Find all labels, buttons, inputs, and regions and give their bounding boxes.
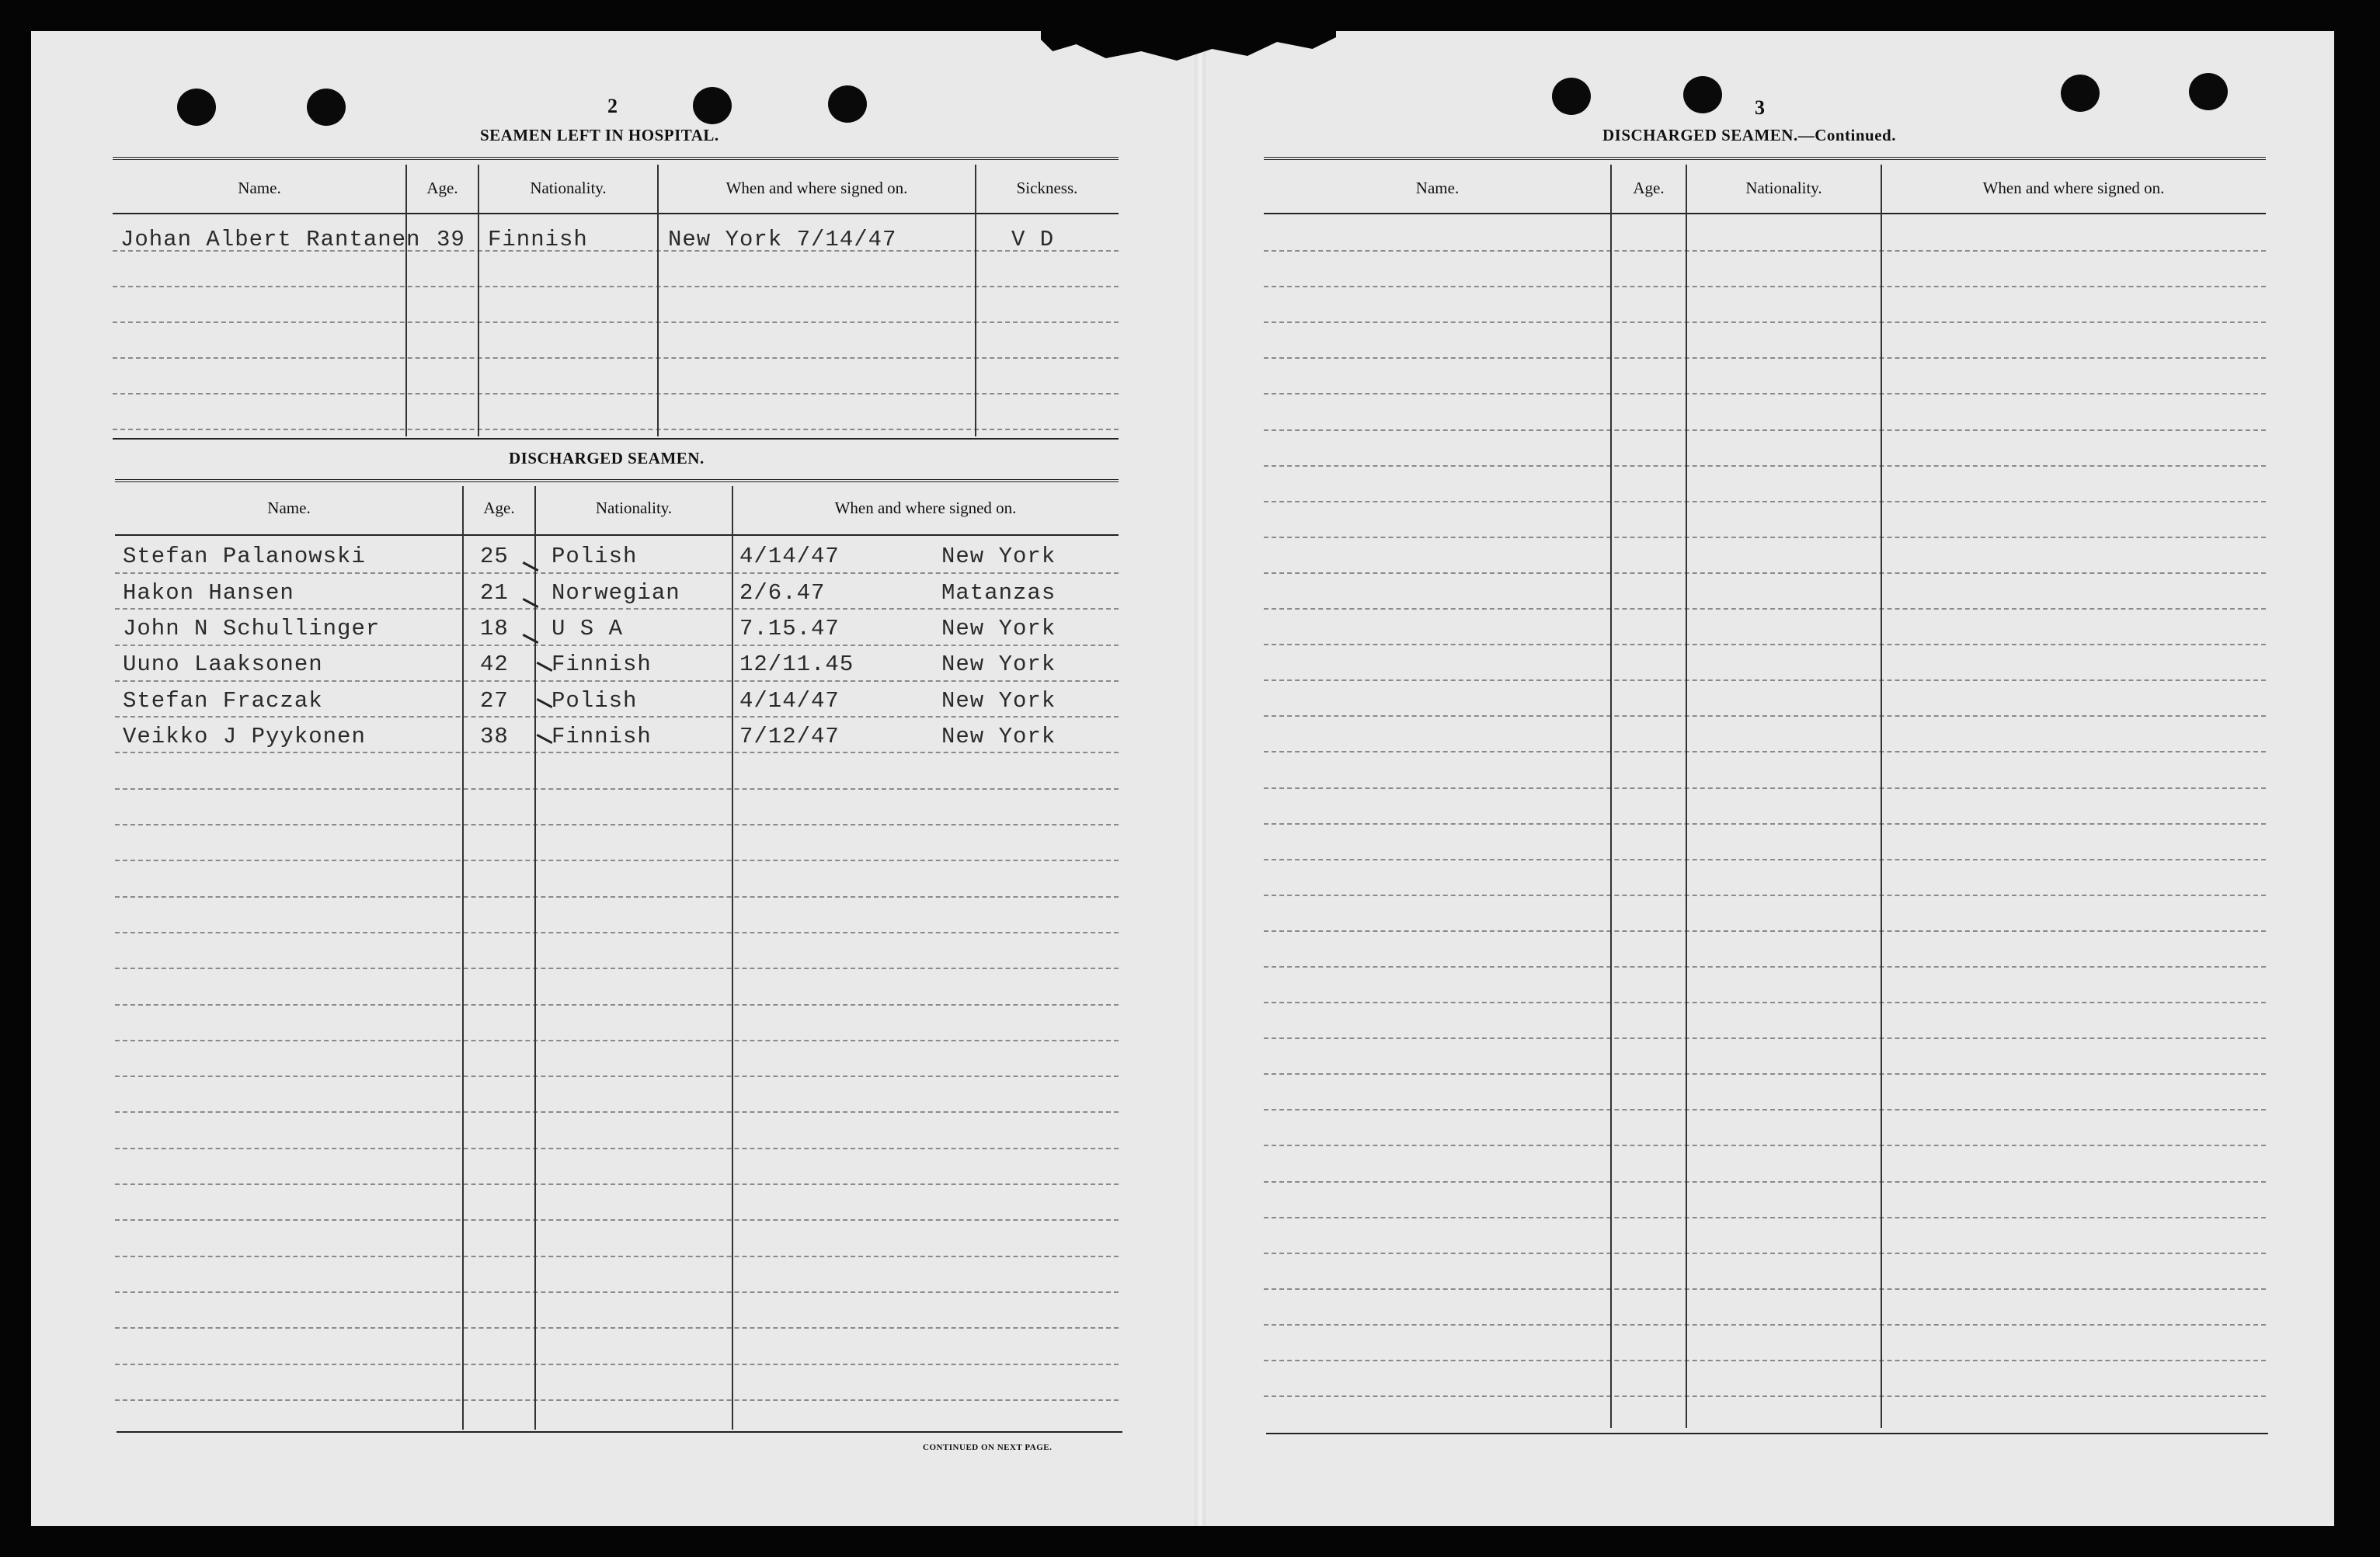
- ruled-line: [1264, 859, 2266, 860]
- ruled-line: [115, 1183, 1119, 1185]
- hospital-row-age: 39: [437, 227, 465, 252]
- hospital-header-signed-on: When and where signed on.: [725, 179, 908, 197]
- right-bottom-rule: [1266, 1433, 2268, 1434]
- hospital-header-rule: [113, 213, 1119, 214]
- ruled-line: [115, 1076, 1119, 1077]
- ruled-line: [115, 1327, 1119, 1329]
- ruled-line: [113, 321, 1119, 323]
- ruled-line: [1264, 429, 2266, 431]
- hospital-header-nationality: Nationality.: [530, 179, 607, 197]
- discharged-row-date: 2/6.47: [739, 580, 826, 606]
- column-divider: [1686, 165, 1687, 1428]
- ruled-line: [113, 429, 1119, 430]
- ruled-line: [1264, 1395, 2266, 1397]
- discharged-row-date: 12/11.45: [739, 652, 854, 677]
- discharged-row-place: New York: [941, 616, 1056, 641]
- discharged-row-date: 4/14/47: [739, 544, 840, 569]
- ruled-line: [1264, 250, 2266, 252]
- ruled-line: [1264, 751, 2266, 752]
- discharged-row-name: Hakon Hansen: [123, 580, 294, 606]
- ruled-line: [115, 788, 1119, 790]
- right-header-signed-on: When and where signed on.: [1982, 179, 2165, 197]
- ruled-line: [113, 286, 1119, 287]
- punch-hole: [307, 89, 346, 126]
- column-divider: [478, 165, 479, 436]
- column-divider: [975, 165, 976, 436]
- column-divider: [462, 486, 464, 1430]
- hospital-row-sickness: V D: [1011, 227, 1055, 252]
- hospital-header-age: Age.: [426, 179, 458, 197]
- discharged-row-age: 21: [480, 580, 509, 606]
- section-title-discharged: DISCHARGED SEAMEN.: [509, 449, 705, 467]
- ruled-line: [1264, 1002, 2266, 1003]
- ruled-line: [115, 1111, 1119, 1113]
- ruled-line: [115, 1291, 1119, 1293]
- discharged-bottom-rule: [117, 1431, 1122, 1433]
- ruled-line: [1264, 1037, 2266, 1039]
- ruled-line: [115, 752, 1119, 753]
- punch-hole: [1552, 78, 1591, 115]
- ruled-line: [1264, 930, 2266, 932]
- ruled-line: [1264, 1253, 2266, 1254]
- ruled-line: [1264, 895, 2266, 896]
- ruled-line: [1264, 286, 2266, 287]
- ruled-line: [115, 608, 1119, 610]
- discharged-row-nationality: Polish: [552, 688, 638, 714]
- column-divider: [534, 486, 536, 1430]
- discharged-row-name: Stefan Palanowski: [123, 544, 366, 569]
- ruled-line: [1264, 1217, 2266, 1218]
- discharged-row-name: Uuno Laaksonen: [123, 652, 323, 677]
- hospital-row-nationality: Finnish: [488, 227, 588, 252]
- ruled-line: [1264, 787, 2266, 789]
- column-divider: [657, 165, 659, 436]
- ruled-line: [1264, 1324, 2266, 1326]
- ruled-line: [1264, 321, 2266, 323]
- page-gutter: [1195, 31, 1206, 1526]
- ruled-line: [1264, 1288, 2266, 1290]
- discharged-header-signed-on: When and where signed on.: [834, 499, 1017, 517]
- discharged-header-nationality: Nationality.: [595, 499, 673, 517]
- hospital-bottom-rule: [113, 438, 1119, 440]
- discharged-row-nationality: Finnish: [552, 724, 652, 749]
- ruled-line: [1264, 1109, 2266, 1110]
- discharged-row-place: New York: [941, 724, 1056, 749]
- discharged-row-place: Matanzas: [941, 580, 1056, 606]
- ruled-line: [1264, 1073, 2266, 1075]
- ruled-line: [115, 716, 1119, 718]
- ruled-line: [115, 1219, 1119, 1221]
- discharged-top-rule: [115, 479, 1119, 484]
- right-header-age: Age.: [1633, 179, 1665, 197]
- section-title-hospital: SEAMEN LEFT IN HOSPITAL.: [480, 126, 719, 144]
- ruled-line: [1264, 572, 2266, 574]
- section-title-discharged-continued: DISCHARGED SEAMEN.—Continued.: [1602, 126, 1896, 144]
- ruled-line: [1264, 537, 2266, 538]
- discharged-row-name: John N Schullinger: [123, 616, 381, 641]
- discharged-header-name: Name.: [267, 499, 311, 517]
- page-number: 3: [1755, 96, 1765, 119]
- ruled-line: [115, 896, 1119, 898]
- ruled-line: [1264, 1181, 2266, 1183]
- column-divider: [1881, 165, 1882, 1428]
- ruled-line: [113, 393, 1119, 394]
- ruled-line: [1264, 966, 2266, 968]
- ruled-line: [115, 1040, 1119, 1041]
- discharged-row-nationality: Polish: [552, 544, 638, 569]
- discharged-row-age: 38: [480, 724, 509, 749]
- ruled-line: [1264, 715, 2266, 717]
- discharged-row-nationality: U S A: [552, 616, 624, 641]
- right-header-nationality: Nationality.: [1745, 179, 1822, 197]
- ruled-line: [1264, 357, 2266, 359]
- right-header-name: Name.: [1415, 179, 1460, 197]
- ruled-line: [115, 1256, 1119, 1257]
- punch-hole: [2189, 73, 2228, 110]
- hospital-top-rule: [113, 157, 1119, 162]
- discharged-row-age: 42: [480, 652, 509, 677]
- discharged-header-rule: [115, 534, 1119, 536]
- right-header-rule: [1264, 213, 2266, 214]
- ruled-line: [1264, 465, 2266, 467]
- hospital-row-signed-on: New York 7/14/47: [668, 227, 897, 252]
- ruled-line: [115, 968, 1119, 969]
- ruled-line: [1264, 823, 2266, 825]
- discharged-row-date: 7/12/47: [739, 724, 840, 749]
- column-divider: [732, 486, 733, 1430]
- page-number: 2: [607, 95, 618, 117]
- discharged-row-name: Veikko J Pyykonen: [123, 724, 366, 749]
- discharged-row-date: 4/14/47: [739, 688, 840, 714]
- column-divider: [1610, 165, 1612, 1428]
- right-page: [1200, 31, 2334, 1526]
- ruled-line: [1264, 608, 2266, 610]
- hospital-header-name: Name.: [238, 179, 281, 197]
- ruled-line: [1264, 1145, 2266, 1146]
- column-divider: [405, 165, 407, 436]
- right-top-rule: [1264, 157, 2266, 162]
- discharged-row-nationality: Finnish: [552, 652, 652, 677]
- ruled-line: [115, 572, 1119, 574]
- discharged-row-nationality: Norwegian: [552, 580, 680, 606]
- hospital-header-sickness: Sickness.: [1016, 179, 1078, 197]
- ruled-line: [113, 357, 1119, 359]
- discharged-row-date: 7.15.47: [739, 616, 840, 641]
- ruled-line: [115, 1399, 1119, 1401]
- discharged-row-name: Stefan Fraczak: [123, 688, 323, 714]
- ruled-line: [115, 1364, 1119, 1365]
- ruled-line: [115, 824, 1119, 825]
- ruled-line: [115, 680, 1119, 682]
- hospital-row-name: Johan Albert Rantanen: [120, 227, 421, 252]
- ruled-line: [1264, 1360, 2266, 1361]
- ruled-line: [115, 932, 1119, 933]
- discharged-header-age: Age.: [483, 499, 515, 517]
- ruled-line: [115, 1004, 1119, 1006]
- ruled-line: [115, 860, 1119, 861]
- ruled-line: [115, 1148, 1119, 1149]
- punch-hole: [1683, 76, 1722, 113]
- ruled-line: [1264, 679, 2266, 681]
- discharged-row-age: 25: [480, 544, 509, 569]
- continued-note: CONTINUED ON NEXT PAGE.: [923, 1443, 1053, 1452]
- ruled-line: [115, 645, 1119, 646]
- discharged-row-place: New York: [941, 652, 1056, 677]
- punch-hole: [828, 85, 867, 123]
- punch-hole: [2061, 75, 2100, 112]
- left-page: [31, 31, 1200, 1526]
- discharged-row-age: 27: [480, 688, 509, 714]
- discharged-row-place: New York: [941, 688, 1056, 714]
- discharged-row-place: New York: [941, 544, 1056, 569]
- punch-hole: [177, 89, 216, 126]
- discharged-row-age: 18: [480, 616, 509, 641]
- punch-hole: [693, 87, 732, 124]
- ruled-line: [1264, 644, 2266, 645]
- ruled-line: [1264, 501, 2266, 502]
- ruled-line: [1264, 393, 2266, 394]
